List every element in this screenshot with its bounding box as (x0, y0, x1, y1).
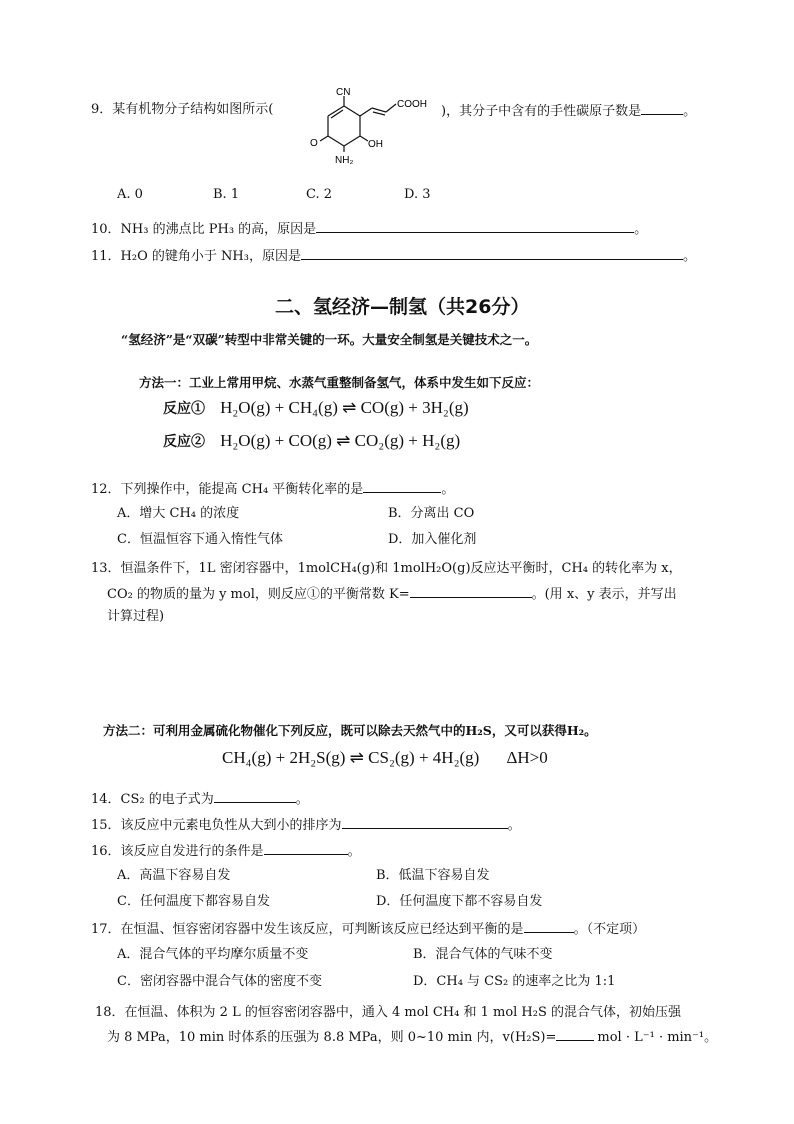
q11-number: 11． (91, 249, 121, 264)
section2-title: 二、氢经济—制氢（共26分） (275, 296, 530, 318)
q16-option-b[interactable]: B．低温下容易自发 (376, 868, 490, 883)
method2-label: 方法二：可利用金属硫化物催化下列反应，既可以除去天然气中的H₂S，又可以获得H₂。 (103, 723, 597, 738)
q11-text: H₂O 的键角小于 NH₃，原因是 (120, 249, 301, 264)
molecule-cooh-label: COOH (397, 99, 427, 110)
q18-text-line2-after: mol · L⁻¹ · min⁻¹。 (597, 1030, 718, 1045)
method2-reaction: CH₄(g) + 2H₂S(g) ⇌ CS₂(g) + 4H₂(g) (222, 748, 480, 767)
q10-number: 10． (91, 222, 121, 237)
q15-text: 该反应中元素电负性从大到小的排序为 (120, 818, 342, 833)
q14-end: 。 (295, 792, 309, 807)
q17-option-c[interactable]: C．密闭容器中混合气体的密度不变 (117, 974, 322, 989)
molecule-oh-label: OH (368, 139, 383, 150)
q16-option-a[interactable]: A．高温下容易自发 (117, 868, 231, 883)
q13-text-line2-before: CO₂ 的物质的量为 y mol，则反应①的平衡常数 K= (107, 587, 410, 602)
q14-text: CS₂ 的电子式为 (120, 792, 214, 807)
q16-option-c[interactable]: C．任何温度下都容易自发 (117, 894, 270, 909)
q12-answer-blank[interactable] (363, 479, 441, 493)
molecule-nh2-label: NH₂ (335, 155, 354, 166)
q12-number: 12． (91, 482, 121, 497)
q9-answer-blank[interactable] (641, 101, 683, 115)
q18-text-line1: 在恒温、体积为 2 L 的恒容密闭容器中，通入 4 mol CH₄ 和 1 mol H₂S 的混合气体，初始压强 (124, 1005, 682, 1020)
q18-line2 (107, 1027, 717, 1047)
q15-end: 。 (507, 818, 521, 833)
q10-answer-blank[interactable] (316, 219, 634, 233)
q17-answer-blank[interactable] (524, 919, 574, 933)
q13-text-line1: 恒温条件下，1L 密闭容器中，1molCH₄(g)和 1molH₂O(g)反应达平衡时，CH₄ 的转化率为 x， (120, 561, 682, 576)
reaction1-equation: H₂O(g) + CH₄(g) ⇌ CO(g) + 3H₂(g) (220, 398, 469, 417)
q15-number: 15． (91, 818, 121, 833)
q12-end: 。 (441, 482, 455, 497)
q14-number: 14． (91, 792, 121, 807)
q12-line (91, 479, 454, 499)
q13-line1 (91, 560, 682, 578)
q9-option-c[interactable]: C. 2 (306, 187, 333, 202)
q12-option-d[interactable]: D．加入催化剂 (388, 532, 477, 547)
q9-molecule-structure (298, 86, 438, 168)
q9-line (91, 101, 273, 119)
q12-option-a[interactable]: A．增大 CH₄ 的浓度 (117, 506, 240, 521)
q17-option-a[interactable]: A．混合气体的平均摩尔质量不变 (117, 947, 309, 962)
reaction1-row (163, 398, 469, 418)
q18-line1 (95, 1004, 681, 1022)
q9-text-before: 某有机物分子结构如图所示( (112, 102, 274, 117)
q9-option-b[interactable]: B. 1 (213, 187, 240, 202)
method1-label: 方法一：工业上常用甲烷、水蒸气重整制备氢气，体系中发生如下反应： (139, 375, 540, 390)
molecule-o-label: O (310, 138, 318, 149)
q18-answer-blank[interactable] (556, 1027, 594, 1041)
q14-answer-blank[interactable] (214, 789, 296, 803)
reaction2-row (163, 431, 460, 451)
q10-end: 。 (634, 222, 648, 237)
reaction2-label: 反应② (163, 434, 205, 450)
q17-text: 在恒温、恒容密闭容器中发生该反应，可判断该反应已经达到平衡的是 (120, 922, 524, 937)
q13-number: 13． (91, 561, 121, 576)
q12-option-b[interactable]: B．分离出 CO (388, 506, 475, 521)
method2-delta-h: ΔH>0 (506, 748, 548, 767)
q9-option-d[interactable]: D. 3 (404, 187, 431, 202)
q12-option-c[interactable]: C．恒温恒容下通入惰性气体 (117, 532, 283, 547)
q16-number: 16． (91, 844, 121, 859)
q12-text: 下列操作中，能提高 CH₄ 平衡转化率的是 (120, 482, 364, 497)
q9-text-after: )，其分子中含有的手性碳原子数是 (441, 104, 642, 119)
reaction2-equation: H₂O(g) + CO(g) ⇌ CO₂(g) + H₂(g) (220, 431, 461, 450)
q14-line (91, 789, 309, 809)
q11-line (91, 246, 696, 266)
q9-option-a[interactable]: A. 0 (117, 187, 143, 202)
q13-answer-blank[interactable] (410, 584, 532, 598)
q16-end: 。 (347, 844, 361, 859)
q9-line-end (441, 101, 696, 121)
method2-reaction-row (222, 748, 548, 768)
q13-line2 (107, 584, 677, 604)
q17-line (91, 919, 645, 939)
q13-text-line2-after: 。(用 x、y 表示，并写出 (531, 587, 677, 602)
section2-intro: “氢经济”是“双碳”转型中非常关键的一环。大量安全制氢是关键技术之一。 (121, 332, 538, 347)
q18-number: 18． (95, 1005, 125, 1020)
q17-end: 。（不定项） (573, 922, 646, 937)
q13-line3: 计算过程) (107, 609, 165, 624)
q16-answer-blank[interactable] (264, 841, 348, 855)
q15-line (91, 815, 521, 835)
q9-number: 9． (91, 102, 113, 117)
q15-answer-blank[interactable] (342, 815, 508, 829)
q18-text-line2-before: 为 8 MPa，10 min 时体系的压强为 8.8 MPa，则 0~10 min 内，v(H₂S)= (107, 1030, 557, 1045)
q10-text: NH₃ 的沸点比 PH₃ 的高，原因是 (120, 222, 317, 237)
molecule-cn-label: CN (336, 87, 351, 98)
reaction1-label: 反应① (163, 401, 205, 417)
q11-end: 。 (682, 249, 696, 264)
q11-answer-blank[interactable] (301, 246, 683, 260)
q17-option-b[interactable]: B．混合气体的气味不变 (413, 947, 553, 962)
q17-option-d[interactable]: D．CH₄ 与 CS₂ 的速率之比为 1:1 (413, 974, 616, 989)
q16-line (91, 841, 361, 861)
q17-number: 17． (91, 922, 121, 937)
q10-line (91, 219, 647, 239)
q16-option-d[interactable]: D．任何温度下都不容易自发 (376, 894, 543, 909)
q16-text: 该反应自发进行的条件是 (120, 844, 264, 859)
q9-end: 。 (683, 104, 697, 119)
